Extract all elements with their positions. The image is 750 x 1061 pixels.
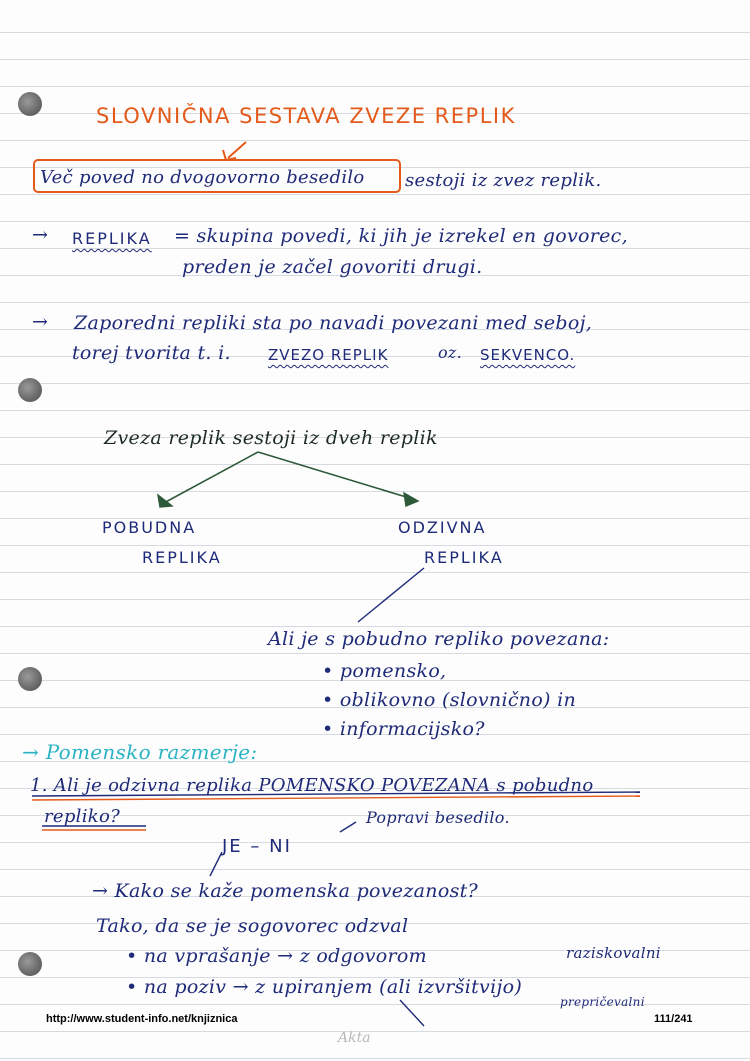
diagram-arrow-right — [258, 452, 416, 500]
margin-note-1: raziskovalni — [566, 944, 661, 962]
arrow-right-icon: → — [32, 311, 49, 333]
question-item-text: pomensko, — [339, 660, 447, 682]
arrow-down-icon — [210, 852, 222, 876]
question-item: • oblikovno (slovnično) in — [322, 689, 577, 711]
margin-note-2: prepričevalni — [560, 995, 645, 1009]
bullet-1: • na vprašanje → z odgovorom — [126, 945, 427, 967]
title-arrow — [228, 142, 246, 158]
question-underline-orange — [32, 796, 640, 800]
arrow-right-icon: → — [32, 224, 49, 246]
question-item: • pomensko, — [322, 660, 447, 682]
highlight-box — [34, 160, 400, 192]
arrow-down-right — [400, 1000, 424, 1026]
replika-term: REPLIKA — [72, 229, 152, 248]
popravi-text: Popravi besedilo. — [366, 808, 510, 827]
zveza-replik-term: ZVEZO REPLIK — [268, 346, 389, 364]
question-underline — [32, 792, 640, 796]
arrow-to-popravi — [340, 822, 356, 832]
question-intro: Ali je s pobudno repliko povezana: — [268, 628, 610, 650]
diagram-left-2: REPLIKA — [142, 548, 222, 567]
diagram-arrowhead-left — [158, 495, 172, 507]
boxed-phrase: Več poved no dvogovorno besedilo — [40, 167, 365, 188]
replika-definition-2: preden je začel govoriti drugi. — [182, 256, 483, 278]
diagram-root: Zveza replik sestoji iz dveh replik — [104, 427, 438, 449]
question-1-line-a: 1. Ali je odzivna replika POMENSKO POVEZANA s pobudno — [30, 775, 594, 796]
how-question: → Kako se kaže pomenska povezanost? — [92, 880, 479, 902]
connector-line — [358, 568, 424, 622]
footer-page-number: 111/241 — [654, 1013, 693, 1025]
footer-url: http://www.student-info.net/knjiznica — [46, 1013, 238, 1025]
zveza-line-1: Zaporedni repliki sta po navadi povezani med seboj, — [74, 312, 593, 334]
je-ni-text: JE – NI — [222, 836, 292, 857]
question-item-text: informacijsko? — [339, 718, 485, 740]
diagram-arrow-left — [162, 452, 258, 504]
diagram-right-1: ODZIVNA — [398, 518, 487, 537]
page-title: SLOVNIČNA SESTAVA ZVEZE REPLIK — [96, 104, 516, 128]
sekvenca-term: SEKVENCO. — [480, 346, 576, 364]
bullet-2: • na poziv → z upiranjem (ali izvršitvijo) — [126, 976, 523, 998]
zveza-line-2: torej tvorita t. i. — [72, 342, 231, 364]
diagram-arrowhead-right — [404, 493, 418, 506]
signature-mark: Akta — [338, 1030, 371, 1046]
question-item: • informacijsko? — [322, 718, 485, 740]
question-item-text: oblikovno (slovnično) in — [339, 689, 577, 711]
section-heading: → Pomensko razmerje: — [22, 740, 258, 764]
line1-rest: sestoji iz zvez replik. — [405, 170, 602, 191]
tako-text: Tako, da se je sogovorec odzval — [96, 915, 409, 937]
diagram-right-2: REPLIKA — [424, 548, 504, 567]
oz-text: oz. — [438, 343, 463, 362]
question-1-line-b: repliko? — [44, 806, 121, 827]
replika-definition-1: = skupina povedi, ki jih je izrekel en govorec, — [174, 225, 628, 247]
diagram-left-1: POBUDNA — [102, 518, 197, 537]
